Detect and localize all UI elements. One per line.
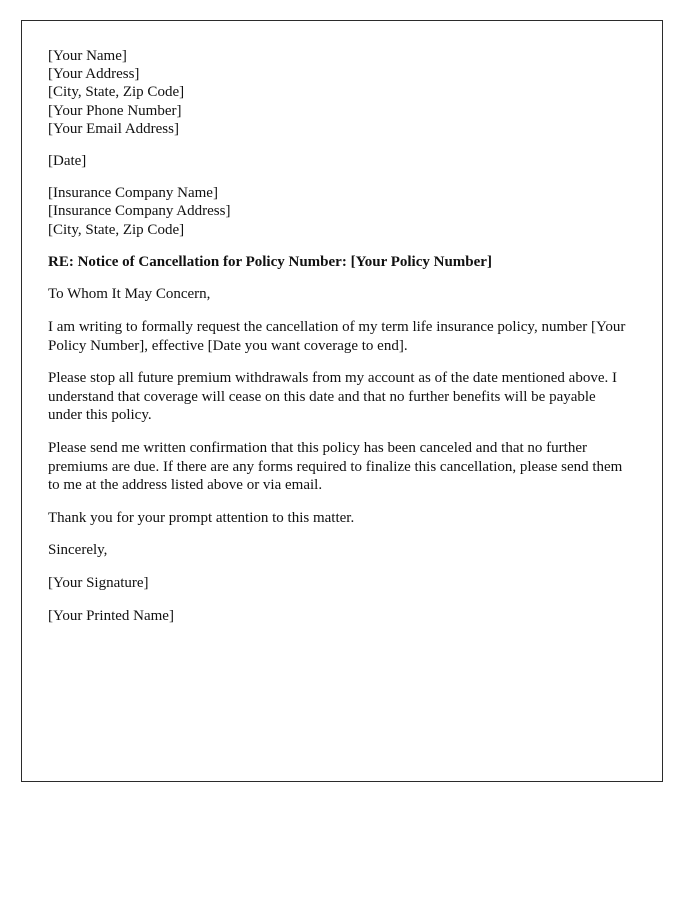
date-block bbox=[48, 152, 630, 170]
salutation-line: To Whom It May Concern, bbox=[48, 286, 211, 303]
letter-page-border bbox=[21, 20, 663, 782]
letter-content bbox=[48, 47, 630, 625]
recipient-company-address-line: [Insurance Company Address] bbox=[48, 203, 231, 220]
sender-phone-line: [Your Phone Number] bbox=[48, 102, 182, 119]
signature-line: [Your Signature] bbox=[48, 574, 149, 591]
sender-name-line: [Your Name] bbox=[48, 48, 127, 64]
body-paragraph-3: Please send me written confirmation that this policy has been canceled and that no further premiums are due. If there are any forms required to finalize this cancellation, please send them to me at the address listed above or via email. bbox=[48, 439, 623, 494]
recipient-address-block bbox=[48, 184, 630, 239]
body-paragraph-1: I am writing to formally request the cancellation of my term life insurance policy, number [Your Policy Number], effective [Date you want coverage to end]. bbox=[48, 319, 626, 354]
sender-street-line: [Your Address] bbox=[48, 66, 140, 83]
printed-name-line: [Your Printed Name] bbox=[48, 607, 174, 624]
body-paragraph-2: Please stop all future premium withdrawals from my account as of the date mentioned above. I understand that coverage will cease on this date and that no further benefits will be payable under this policy. bbox=[48, 370, 617, 424]
body-paragraph-4: Thank you for your prompt attention to this matter. bbox=[48, 509, 355, 526]
date-line: [Date] bbox=[48, 153, 87, 170]
valediction-line: Sincerely, bbox=[48, 542, 108, 559]
sender-city-state-zip-line: [City, State, Zip Code] bbox=[48, 84, 185, 101]
recipient-city-state-zip-line: [City, State, Zip Code] bbox=[48, 221, 185, 238]
subject-line: RE: Notice of Cancellation for Policy Number: [Your Policy Number] bbox=[48, 253, 492, 270]
sender-email-line: [Your Email Address] bbox=[48, 120, 179, 137]
sender-address-block bbox=[48, 47, 630, 138]
recipient-company-name-line: [Insurance Company Name] bbox=[48, 185, 218, 202]
